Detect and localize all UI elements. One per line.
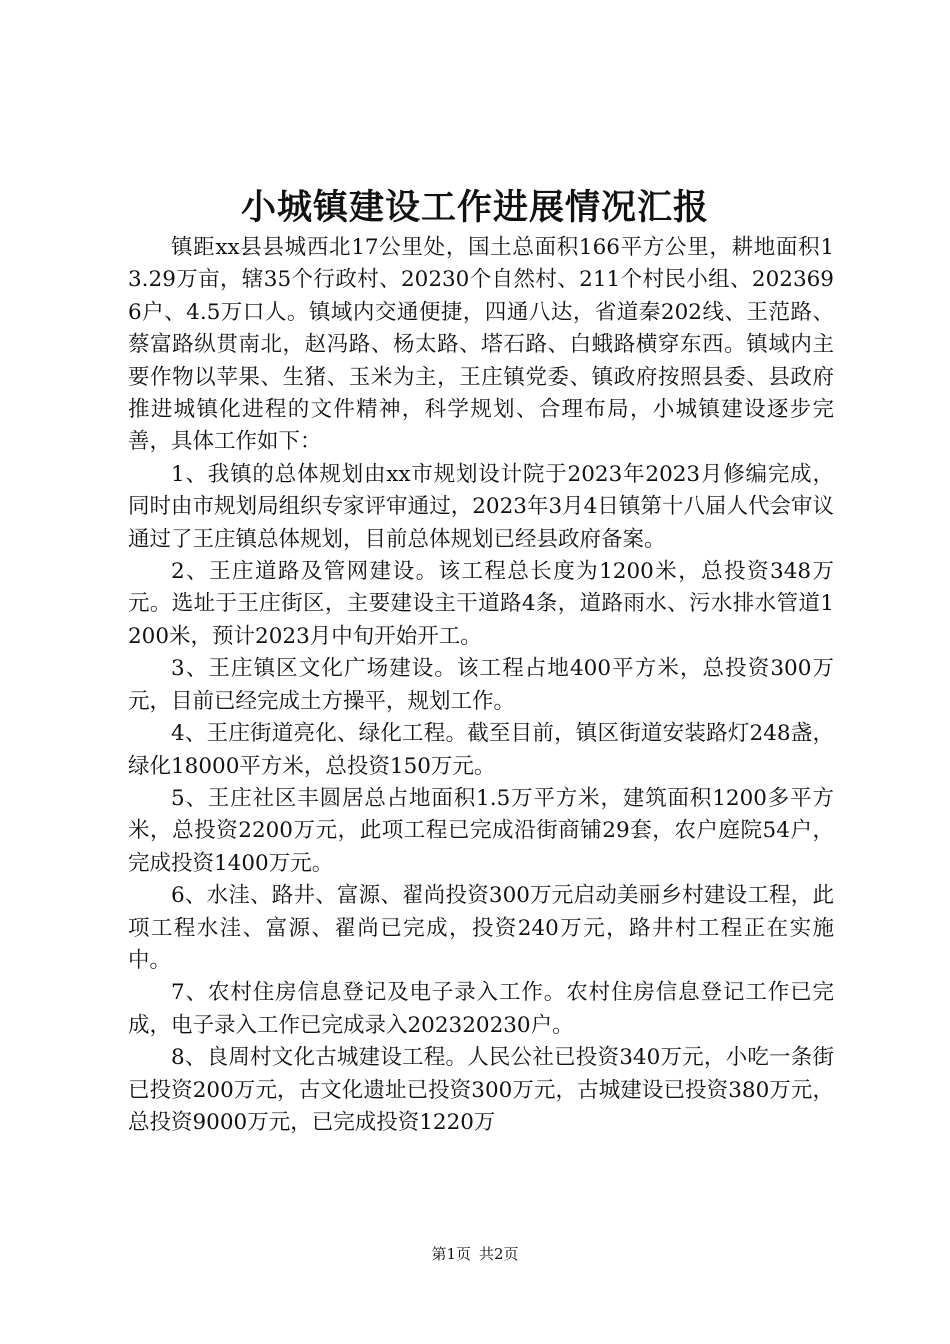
item-1-paragraph: 1、我镇的总体规划由xx市规划设计院于2023年2023月修编完成，同时由市规划局组织专家评审通过，2023年3月4日镇第十八届人代会审议通过了王庄镇总体规划，目前总体规划已经县政府备案。 xyxy=(128,461,834,552)
document-body xyxy=(128,232,834,1139)
item-2-paragraph: 2、王庄道路及管网建设。该工程总长度为1200米，总投资348万元。选址于王庄街区，主要建设主干道路4条，道路雨水、污水排水管道1200米，预计2023月中旬开始开工。 xyxy=(128,559,834,649)
item-4-paragraph: 4、王庄街道亮化、绿化工程。截至目前，镇区街道安装路灯248盏，绿化18000平方米，总投资150万元。 xyxy=(128,721,834,779)
document-title: 小城镇建设工作进展情况汇报 xyxy=(240,187,709,228)
item-3-paragraph: 3、王庄镇区文化广场建设。该工程占地400平方米，总投资300万元，目前已经完成土方操平，规划工作。 xyxy=(128,656,834,714)
item-5-paragraph: 5、王庄社区丰圆居总占地面积1.5万平方米，建筑面积1200多平方米，总投资2200万元，此项工程已完成沿街商铺29套，农户庭院54户，完成投资1400万元。 xyxy=(128,785,834,876)
page-total: 共2页 xyxy=(479,1245,519,1263)
page-footer xyxy=(0,1243,950,1265)
intro-paragraph: 镇距xx县县城西北17公里处，国土总面积166平方公里，耕地面积13.29万亩，辖35个行政村、20230个自然村、211个村民小组、2023696户、4.5万口人。镇域内交通便捷，四通八达，省道秦202线、王范路、蔡富路纵贯南北，赵冯路、杨太路、塔石路、白蛾路横穿东西。镇域内主要作物以苹果、生猪、玉米为主，王庄镇党委、镇政府按照县委、县政府推进城镇化进程的文件精神，科学规划、合理布局，小城镇建设逐步完善，具体工作如下： xyxy=(128,235,834,455)
item-7-paragraph: 7、农村住房信息登记及电子录入工作。农村住房信息登记工作已完成，电子录入工作已完成录入202320230户。 xyxy=(128,980,834,1038)
item-6-paragraph: 6、水洼、路井、富源、翟尚投资300万元启动美丽乡村建设工程，此项工程水洼、富源、翟尚已完成，投资240万元，路井村工程正在实施中。 xyxy=(128,883,834,973)
item-8-paragraph: 8、良周村文化古城建设工程。人民公社已投资340万元，小吃一条街已投资200万元，古文化遗址已投资300万元，古城建设已投资380万元，总投资9000万元，已完成投资1220万 xyxy=(128,1045,834,1135)
page-number: 第1页 xyxy=(431,1245,471,1263)
